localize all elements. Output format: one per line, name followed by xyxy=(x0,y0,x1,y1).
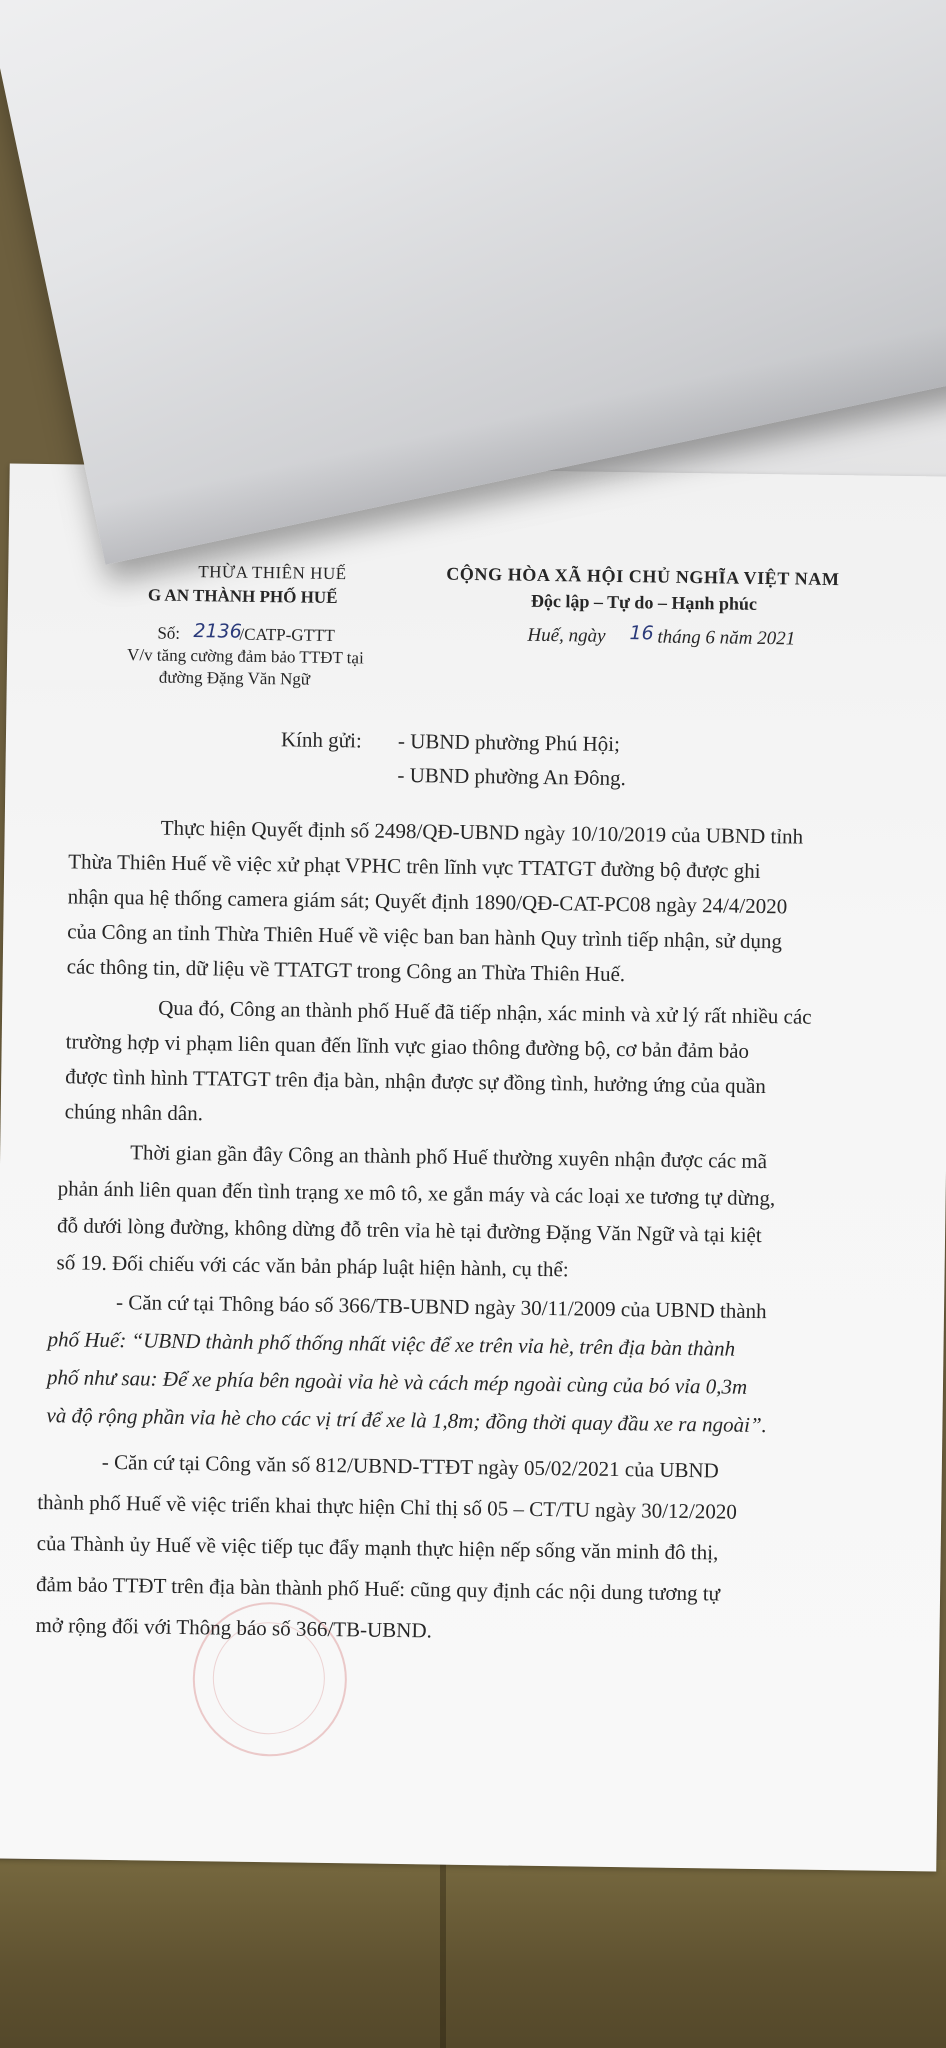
body-line: số 19. Đối chiếu với các văn bản pháp luật hiện hành, cụ thể: xyxy=(56,1250,569,1282)
recipients-label: Kính gửi: xyxy=(280,727,362,753)
fabric-fold xyxy=(440,1860,446,2048)
document-number-prefix: Số: xyxy=(157,623,181,643)
recipient-2: - UBND phường An Đông. xyxy=(397,762,627,791)
agency-line-2: G AN THÀNH PHỐ HUẾ xyxy=(147,585,338,608)
document-number-suffix: /CATP-GTTT xyxy=(239,624,335,646)
date-prefix: Huế, ngày xyxy=(527,624,606,647)
body-line: được tình hình TTATGT trên địa bàn, nhận được sự đồng tình, hưởng ứng của quần xyxy=(65,1064,767,1099)
subject-line-1: V/v tăng cường đảm bảo TTĐT tại xyxy=(126,645,364,668)
body-line: các thông tin, dữ liệu về TTATGT trong Công an Thừa Thiên Huế. xyxy=(66,954,626,987)
body-line: nhận qua hệ thống camera giám sát; Quyết định 1890/QĐ-CAT-PC08 ngày 24/4/2020 xyxy=(67,884,788,919)
motto: Độc lập – Tự do – Hạnh phúc xyxy=(530,590,758,614)
republic-title: CỘNG HÒA XÃ HỘI CHỦ NGHĨA VIỆT NAM xyxy=(446,563,840,590)
body-line-quote: phố như sau: Để xe phía bên ngoài vỉa hè và cách mép ngoài cùng của bó vỉa 0,3m xyxy=(46,1365,748,1399)
body-line: trường hợp vi phạm liên quan đến lĩnh vực giao thông đường bộ, cơ bản đảm bảo xyxy=(65,1029,750,1063)
body-line: đảm bảo TTĐT trên địa bàn thành phố Huế: cũng quy định các nội dung tương tự xyxy=(35,1571,721,1606)
date-day-handwritten: 16 xyxy=(629,622,654,645)
body-line: mở rộng đối với Thông báo số 366/TB-UBND. xyxy=(35,1612,433,1643)
recipient-1: - UBND phường Phú Hội; xyxy=(397,728,621,757)
official-letter xyxy=(0,463,946,1871)
body-line: - Căn cứ tại Công văn số 812/UBND-TTĐT ngày 05/02/2021 của UBND xyxy=(101,1449,719,1483)
body-line: Qua đó, Công an thành phố Huế đã tiếp nhận, xác minh và xử lý rất nhiều các xyxy=(158,995,812,1029)
document-number-handwritten: 2136 xyxy=(193,620,242,643)
date-suffix: tháng 6 năm 2021 xyxy=(657,626,796,650)
body-line: của Công an tỉnh Thừa Thiên Huế về việc ban ban hành Quy trình tiếp nhận, sử dụng xyxy=(67,919,783,954)
body-line: - Căn cứ tại Thông báo số 366/TB-UBND ngày 30/11/2009 của UBND thành xyxy=(115,1290,767,1324)
body-line-quote: phố Huế: “UBND thành phố thống nhất việc để xe trên vỉa hè, trên địa bàn thành xyxy=(47,1327,736,1361)
body-line: thành phố Huế về việc triển khai thực hiện Chỉ thị số 05 – CT/TU ngày 30/12/2020 xyxy=(37,1489,737,1524)
body-line-quote: và độ rộng phần vỉa hè cho các vị trí để xe là 1,8m; đồng thời quay đầu xe ra ngoài”. xyxy=(46,1403,768,1438)
body-line: Thời gian gần đây Công an thành phố Huế thường xuyên nhận được các mã xyxy=(130,1140,768,1174)
subject-line-2: đường Đặng Văn Ngữ xyxy=(158,667,311,689)
table-fabric xyxy=(0,1860,946,2048)
body-line: đỗ dưới lòng đường, không dừng đỗ trên vỉa hè tại đường Đặng Văn Ngữ và tại kiệt xyxy=(56,1213,762,1248)
body-line: Thừa Thiên Huế về việc xử phạt VPHC trên lĩnh vực TTATGT đường bộ được ghi xyxy=(68,849,761,883)
body-line: chúng nhân dân. xyxy=(64,1099,204,1126)
body-line: Thực hiện Quyết định số 2498/QĐ-UBND ngày 10/10/2019 của UBND tỉnh xyxy=(160,815,804,849)
agency-line-1: THỪA THIÊN HUẾ xyxy=(198,562,347,584)
body-line: phản ánh liên quan đến tình trạng xe mô tô, xe gắn máy và các loại xe tương tự dừng, xyxy=(57,1176,776,1211)
body-line: của Thành ủy Huế về việc tiếp tục đẩy mạnh thực hiện nếp sống văn minh đô thị, xyxy=(36,1530,719,1565)
